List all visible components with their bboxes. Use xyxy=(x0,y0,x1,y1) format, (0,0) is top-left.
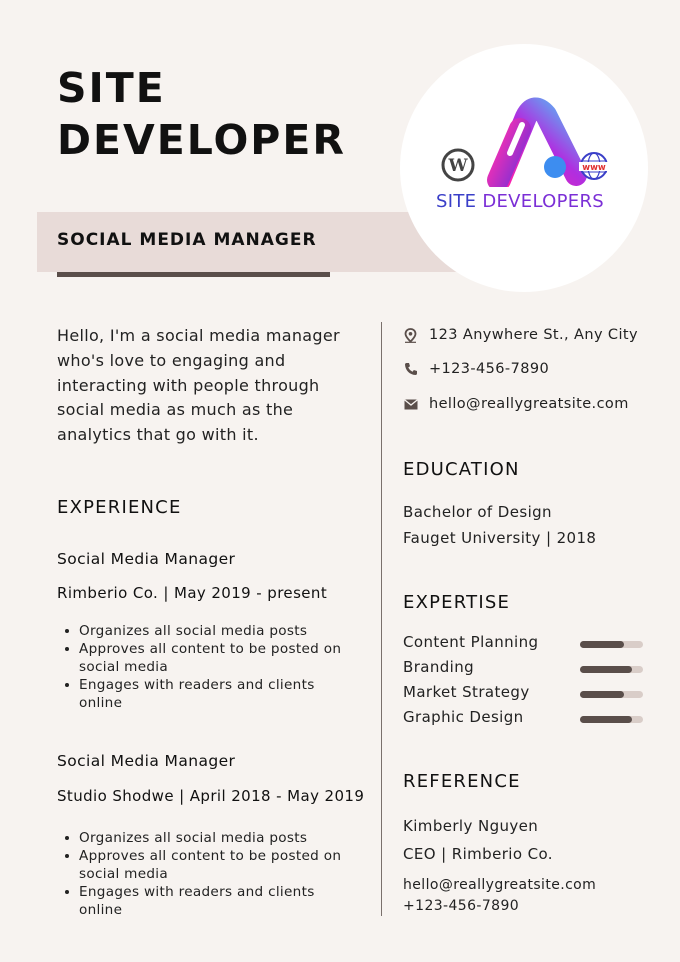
reference-phone: +123-456-7890 xyxy=(403,898,520,914)
list-item: Engages with readers and clients online xyxy=(79,883,349,919)
job-1-meta: Rimberio Co. | May 2019 - present xyxy=(57,584,328,602)
reference-name: Kimberly Nguyen xyxy=(403,817,539,835)
skill-label: Content Planning xyxy=(403,633,539,651)
list-item: Engages with readers and clients online xyxy=(79,676,349,712)
email-text: hello@reallygreatsite.com xyxy=(429,396,629,412)
role-subtitle: SOCIAL MEDIA MANAGER xyxy=(57,230,317,250)
skill-bar-fill xyxy=(580,716,632,723)
contact-phone xyxy=(403,359,549,379)
expertise-heading: EXPERTISE xyxy=(403,592,511,613)
skill-row xyxy=(403,658,643,680)
reference-position: CEO | Rimberio Co. xyxy=(403,845,553,863)
list-item: Organizes all social media posts xyxy=(79,829,349,847)
title-line-2: DEVELOPER xyxy=(57,116,346,164)
intro-text: Hello, I'm a social media manager who's love to engaging and interacting with people through social media as much as the analytics that go with it. xyxy=(57,326,340,445)
logo-word-2: DEVELOPERS xyxy=(482,191,604,212)
skill-bar-fill xyxy=(580,666,632,673)
education-heading: EDUCATION xyxy=(403,459,520,480)
wordpress-icon xyxy=(443,150,473,180)
reference-email: hello@reallygreatsite.com xyxy=(403,877,597,893)
job-2-meta: Studio Shodwe | April 2018 - May 2019 xyxy=(57,787,365,805)
experience-heading: EXPERIENCE xyxy=(57,497,182,518)
skill-bar-fill xyxy=(580,641,624,648)
column-divider xyxy=(381,322,382,916)
logo-wordmark xyxy=(436,191,616,212)
skill-label: Market Strategy xyxy=(403,683,530,701)
skill-bar xyxy=(580,641,643,648)
list-item: Approves all content to be posted on social media xyxy=(79,640,349,676)
reference-heading: REFERENCE xyxy=(403,771,521,792)
skill-row xyxy=(403,683,643,705)
logo-mark-icon xyxy=(498,108,576,180)
job-1-bullets xyxy=(79,622,349,712)
list-item: Organizes all social media posts xyxy=(79,622,349,640)
envelope-icon xyxy=(403,397,418,412)
job-2-bullets xyxy=(79,829,349,919)
skill-row xyxy=(403,708,643,730)
education-degree: Bachelor of Design xyxy=(403,503,552,521)
list-item: Approves all content to be posted on social media xyxy=(79,847,349,883)
globe-www-icon xyxy=(579,153,609,179)
job-1-title: Social Media Manager xyxy=(57,550,236,568)
phone-icon xyxy=(403,362,418,377)
skill-bar xyxy=(580,716,643,723)
phone-text: +123-456-7890 xyxy=(429,361,550,377)
site-developers-logo xyxy=(430,95,620,187)
skill-label: Branding xyxy=(403,658,475,676)
skill-row xyxy=(403,633,643,655)
resume-title xyxy=(57,62,346,166)
education-school: Fauget University | 2018 xyxy=(403,529,597,547)
logo-word-1: SITE xyxy=(436,191,477,212)
address-text: 123 Anywhere St., Any City xyxy=(429,327,638,343)
job-2-title: Social Media Manager xyxy=(57,752,236,770)
title-line-1: SITE xyxy=(57,64,166,112)
role-underline xyxy=(57,272,330,277)
contact-email xyxy=(403,394,629,414)
skill-bar xyxy=(580,666,643,673)
svg-text:www: www xyxy=(582,163,606,173)
skill-label: Graphic Design xyxy=(403,708,524,726)
skill-bar-fill xyxy=(580,691,624,698)
skill-bar xyxy=(580,691,643,698)
svg-text:W: W xyxy=(448,156,468,176)
location-pin-icon xyxy=(403,328,418,343)
contact-address xyxy=(403,325,638,345)
